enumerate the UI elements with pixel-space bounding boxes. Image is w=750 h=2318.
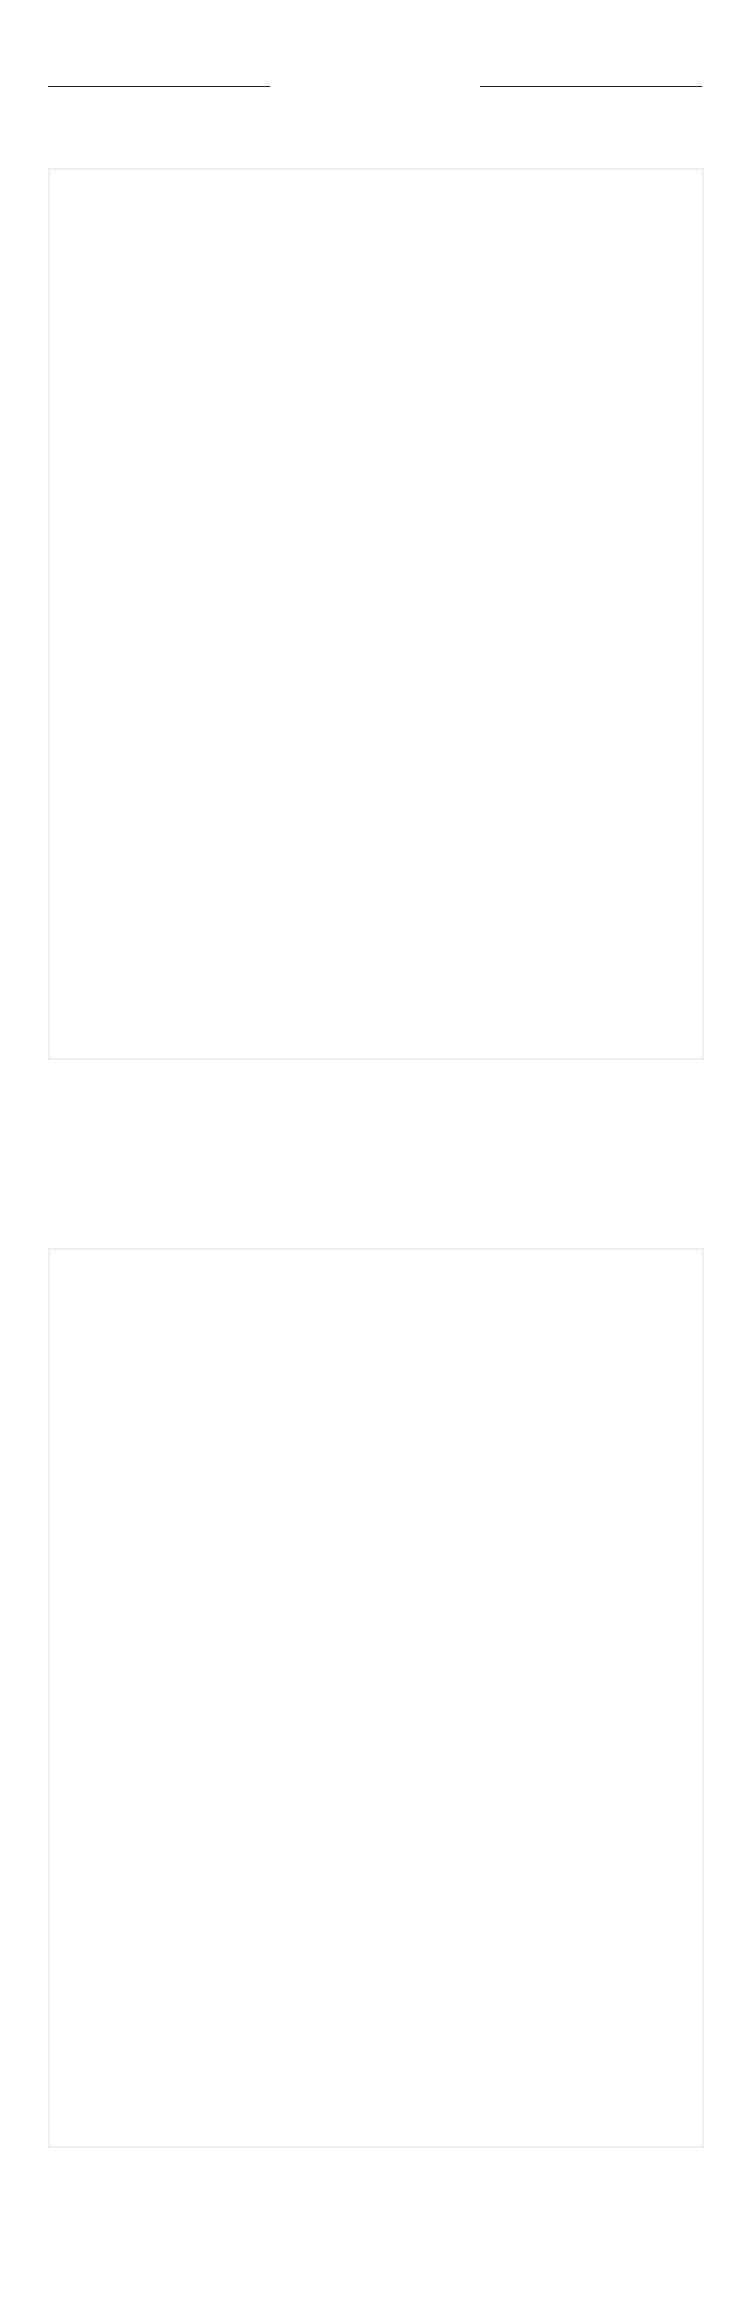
divider <box>480 86 702 87</box>
divider <box>48 86 270 87</box>
child-report <box>48 1248 704 2148</box>
adult-report <box>48 168 704 1060</box>
page-header <box>0 60 750 66</box>
